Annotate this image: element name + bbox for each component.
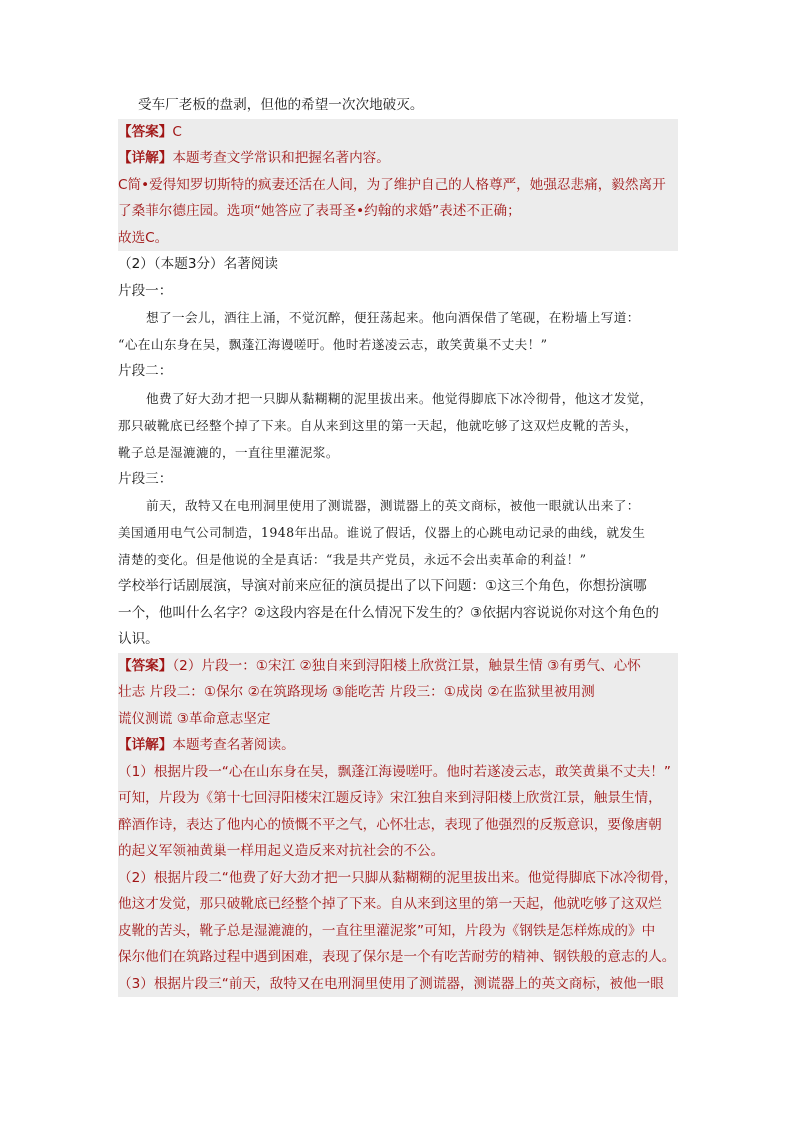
text-line <box>118 918 678 945</box>
line-text: 本题考查名著阅读。 <box>172 737 295 753</box>
text-line <box>118 653 678 680</box>
text-line <box>118 385 678 412</box>
text-line <box>118 466 678 493</box>
line-text: 可知，片段为《第十七回浔阳楼宋江题反诗》宋江独自来到浔阳楼上欣赏江景，触景生情， <box>118 790 662 806</box>
line-text: “心在山东身在吴，飘蓬江海谩嗟吁。他时若遂凌云志，敢笑黄巢不丈夫！” <box>118 337 548 352</box>
line-text: 前天，敌特又在电刑洞里使用了测谎器，测谎器上的英文商标，被他一眼就认出来了： <box>146 498 640 513</box>
text-line <box>118 838 678 865</box>
text-line <box>118 519 678 546</box>
line-text: 谎仪测谎 ③革命意志坚定 <box>118 710 271 727</box>
text-line <box>118 225 678 252</box>
text-line <box>118 251 678 278</box>
text-line <box>118 119 678 146</box>
text-line <box>118 492 678 519</box>
line-text: 那只破靴底已经整个掉了下来。自从来到这里的第一天起，他就吃够了这双烂皮靴的苦头， <box>118 417 638 433</box>
text-line <box>118 626 678 653</box>
line-text: （1）根据片段一“心在山东身在吴，飘蓬江海谩嗟吁。他时若遂凌云志，敢笑黄巢不丈夫！” <box>118 763 671 780</box>
line-text: （3）根据片段三“前天，敌特又在电刑洞里使用了测谎器，测谎器上的英文商标，被他一眼 <box>118 975 664 992</box>
text-line <box>118 759 678 786</box>
line-text: 皮靴的苦头，靴子总是湿漉漉的，一直往里灌泥浆”可知，片段为《钢铁是怎样炼成的》中 <box>118 922 656 939</box>
line-text: 片段一： <box>118 282 173 299</box>
line-text: （2）（本题3分）名著阅读 <box>118 256 279 272</box>
line-text: 片段二： <box>118 363 173 379</box>
section-tag: 【答案】 <box>118 123 173 140</box>
text-line <box>118 546 678 573</box>
section-tag: 【答案】 <box>118 657 173 674</box>
text-line <box>118 278 678 305</box>
line-text: C <box>172 123 182 140</box>
text-line <box>118 92 678 119</box>
text-line <box>118 785 678 812</box>
text-line <box>118 172 678 199</box>
text-line <box>118 891 678 918</box>
line-text: 的起义军领袖黄巢一样用起义造反来对抗社会的不公。 <box>118 843 445 859</box>
text-line <box>118 944 678 971</box>
line-text: 想了一会儿，酒往上涌，不觉沉醉，便狂荡起来。他向酒保借了笔砚，在粉墙上写道： <box>146 310 640 325</box>
section-tag: 【详解】 <box>118 150 173 166</box>
text-line <box>118 198 678 225</box>
text-line <box>118 145 678 172</box>
line-text: 醉酒作诗，表达了他内心的愤慨不平之气，心怀壮志，表现了他强烈的反叛意识，要像唐朝 <box>118 816 662 833</box>
line-text: 了桑菲尔德庄园。选项“她答应了表哥圣•约翰的求婚”表述不正确； <box>118 203 521 219</box>
text-line <box>118 412 678 439</box>
line-text: 受车厂老板的盘剥，但他的希望一次次地破灭。 <box>138 97 424 113</box>
text-line <box>118 732 678 759</box>
line-text: 壮志 片段二：①保尔 ②在筑路现场 ③能吃苦 片段三：①成岗 ②在监狱里被用测 <box>118 684 595 700</box>
line-text: 美国通用电气公司制造，1948年出品。谁说了假话，仪器上的心跳电动记录的曲线，就发生 <box>118 525 646 540</box>
document-page <box>118 92 678 997</box>
line-text: 保尔他们在筑路过程中遇到困难，表现了保尔是一个有吃苦耐劳的精神、钢铁般的意志的人。 <box>118 949 676 965</box>
text-line <box>118 971 678 998</box>
text-line <box>118 812 678 839</box>
text-line <box>118 865 678 892</box>
line-text: 认识。 <box>118 631 159 647</box>
line-text: 他费了好大劲才把一只脚从黏糊糊的泥里拔出来。他觉得脚底下冰冷彻骨，他这才发觉， <box>146 390 653 406</box>
line-text: 一个，他叫什么名字？②这段内容是在什么情况下发生的？③依据内容说说你对这个角色的 <box>118 604 659 621</box>
line-text: 他这才发觉，那只破靴底已经整个掉了下来。自从来到这里的第一天起，他就吃够了这双烂 <box>118 896 662 912</box>
line-text: 片段三： <box>118 470 173 487</box>
line-text: （2）片段一：①宋江 ②独自来到浔阳楼上欣赏江景，触景生情 ③有勇气、心怀 <box>172 657 641 674</box>
line-text: 清楚的变化。但是他说的全是真话：“我是共产党员，永远不会出卖革命的利益！” <box>118 552 587 567</box>
text-line <box>118 331 678 358</box>
line-text: 靴子总是湿漉漉的，一直往里灌泥浆。 <box>118 444 339 460</box>
text-line <box>118 706 678 733</box>
text-line <box>118 358 678 385</box>
text-line <box>118 600 678 627</box>
text-line <box>118 439 678 466</box>
line-text: C简•爱得知罗切斯特的疯妻还活在人间，为了维护自己的人格尊严，她强忍悲痛，毅然离开 <box>118 176 666 193</box>
line-text: （2）根据片段二“他费了好大劲才把一只脚从黏糊糊的泥里拔出来。他觉得脚底下冰冷彻骨， <box>118 869 678 886</box>
section-tag: 【详解】 <box>118 737 173 753</box>
line-text: 学校举行话剧展演，导演对前来应征的演员提出了以下问题：①这三个角色，你想扮演哪 <box>118 578 647 594</box>
text-line <box>118 679 678 706</box>
line-text: 故选C。 <box>118 229 169 246</box>
line-text: 本题考查文学常识和把握名著内容。 <box>172 150 390 166</box>
text-line <box>118 573 678 600</box>
text-line <box>118 304 678 331</box>
